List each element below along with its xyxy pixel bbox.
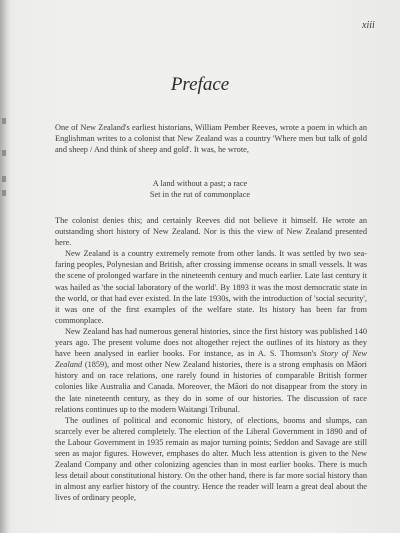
body-text	[55, 215, 367, 503]
page-number: xiii	[362, 20, 375, 31]
bleed-through-mark	[2, 150, 6, 156]
verse-quote	[0, 178, 400, 200]
intro-paragraph	[55, 122, 367, 155]
paragraph-4: The outlines of political and economic history, of elections, booms and slumps, can scarcely ever be altered completely. The election of the Liberal Government in 1890 and of the Labour Government in 1935 remain as major turning points; Seddon and Savage are still seen as major figures. However, emphases do alter. Much less attention is given to the New Zealand Company and other colonizing agencies than in most earlier books. There is much less detail about constitutional history. On the other hand, there is far more social history than in almost any earlier history of the country. Hence the reader will learn a great deal about the lives of ordinary people,	[55, 415, 367, 503]
page-title: Preface	[170, 74, 230, 95]
book-title-reference: Story of New Zealand	[55, 349, 367, 370]
verse-line-2: Set in the rut of commonplace	[149, 190, 251, 199]
paragraph-1: The colonist denies this; and certainly Reeves did not believe it himself. He wrote an outstanding short history of New Zealand. Nor is this the view of New Zealand presented here.	[55, 216, 367, 248]
paragraph-3	[55, 326, 367, 415]
verse-line-1: A land without a past; a race	[152, 179, 248, 188]
bleed-through-mark	[2, 118, 6, 124]
paragraph-3-end: (1859), and most other New Zealand histories, there is a strong emphasis on Māori history and on race relations, one rarely found in histories of comparable British former colonies like Australia and Canada. Moreover, the Māori do not disappear from the story in the late nineteenth century, as they do in some of our histories. The discussion of race relations continues up to the modern Waitangi Tribunal.	[55, 360, 367, 414]
intro-text: One of New Zealand's earliest historians, William Pember Reeves, wrote a poem in which an Englishman writes to a colonist that New Zealand was a country 'Where men but talk of gold and sheep / And think of sheep and gold'. It was, he wrote,	[55, 123, 367, 155]
paragraph-2: New Zealand is a country extremely remote from other lands. It was settled by two sea-faring peoples, Polynesian and British, after crossing immense oceans in small vessels. It was the scene of prolonged warfare in the nineteenth century and much earlier. Late last century it was hailed as 'the social laboratory of the world'. By 1893 it was the most democratic state in the world, or that had ever existed. In the late 1930s, with the introduction of 'social security', it was one of the first examples of the welfare state. Its history has been far from commonplace.	[55, 249, 367, 325]
paragraph-3-start: New Zealand has had numerous general histories, since the first history was published 140 years ago. The present volume does not altogether reject the outlines of its history as they have been analysed in earlier books. For instance, as in A. S. Thomson's	[55, 326, 367, 359]
